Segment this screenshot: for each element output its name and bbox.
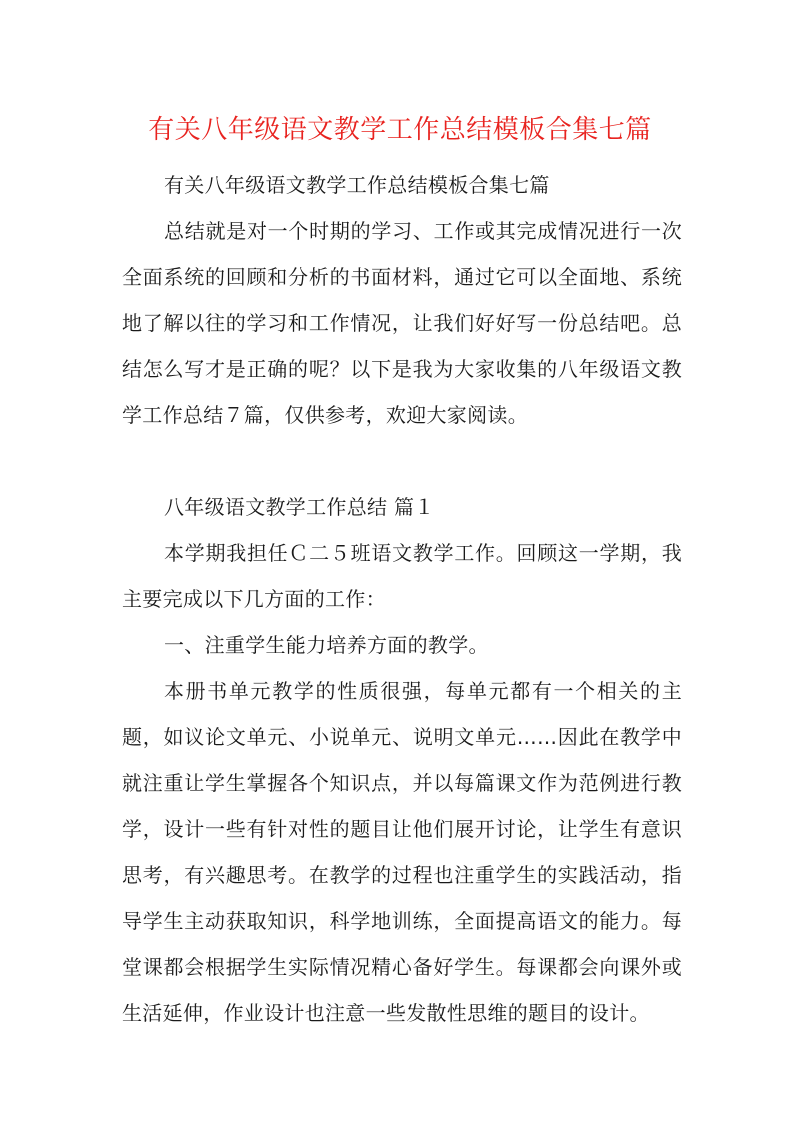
paragraph-2: 一、注重学生能力培养方面的教学。 [164, 633, 489, 657]
document-subtitle: 有关八年级语文教学工作总结模板合集七篇 [164, 173, 550, 197]
paragraph-1: 本学期我担任Ｃ二５班语文教学工作。回顾这一学期，我主要完成以下几方面的工作： [122, 541, 682, 611]
paragraph-gap [122, 438, 682, 484]
section-heading: 八年级语文教学工作总结 篇１ [164, 495, 435, 519]
document-body [122, 162, 682, 1036]
paragraph-3: 本册书单元教学的性质很强，每单元都有一个相关的主题，如议论文单元、小说单元、说明文单元……因此在教学中就注重让学生掌握各个知识点，并以每篇课文作为范例进行教学，设计一些有针对性的题目让他们展开讨论，让学生有意识思考，有兴趣思考。在教学的过程也注重学生的实践活动，指导学生主动获取知识，科学地训练，全面提高语文的能力。每堂课都会根据学生实际情况精心备好学生。每课都会向课外或生活延伸，作业设计也注意一些发散性思维的题目的设计。 [122, 679, 682, 1025]
intro-paragraph: 总结就是对一个时期的学习、工作或其完成情况进行一次全面系统的回顾和分析的书面材料，通过它可以全面地、系统地了解以往的学习和工作情况，让我们好好写一份总结吧。总结怎么写才是正确的呢？以下是我为大家收集的八年级语文教学工作总结７篇，仅供参考，欢迎大家阅读。 [122, 219, 682, 427]
document-title: 有关八年级语文教学工作总结模板合集七篇 [148, 115, 652, 145]
